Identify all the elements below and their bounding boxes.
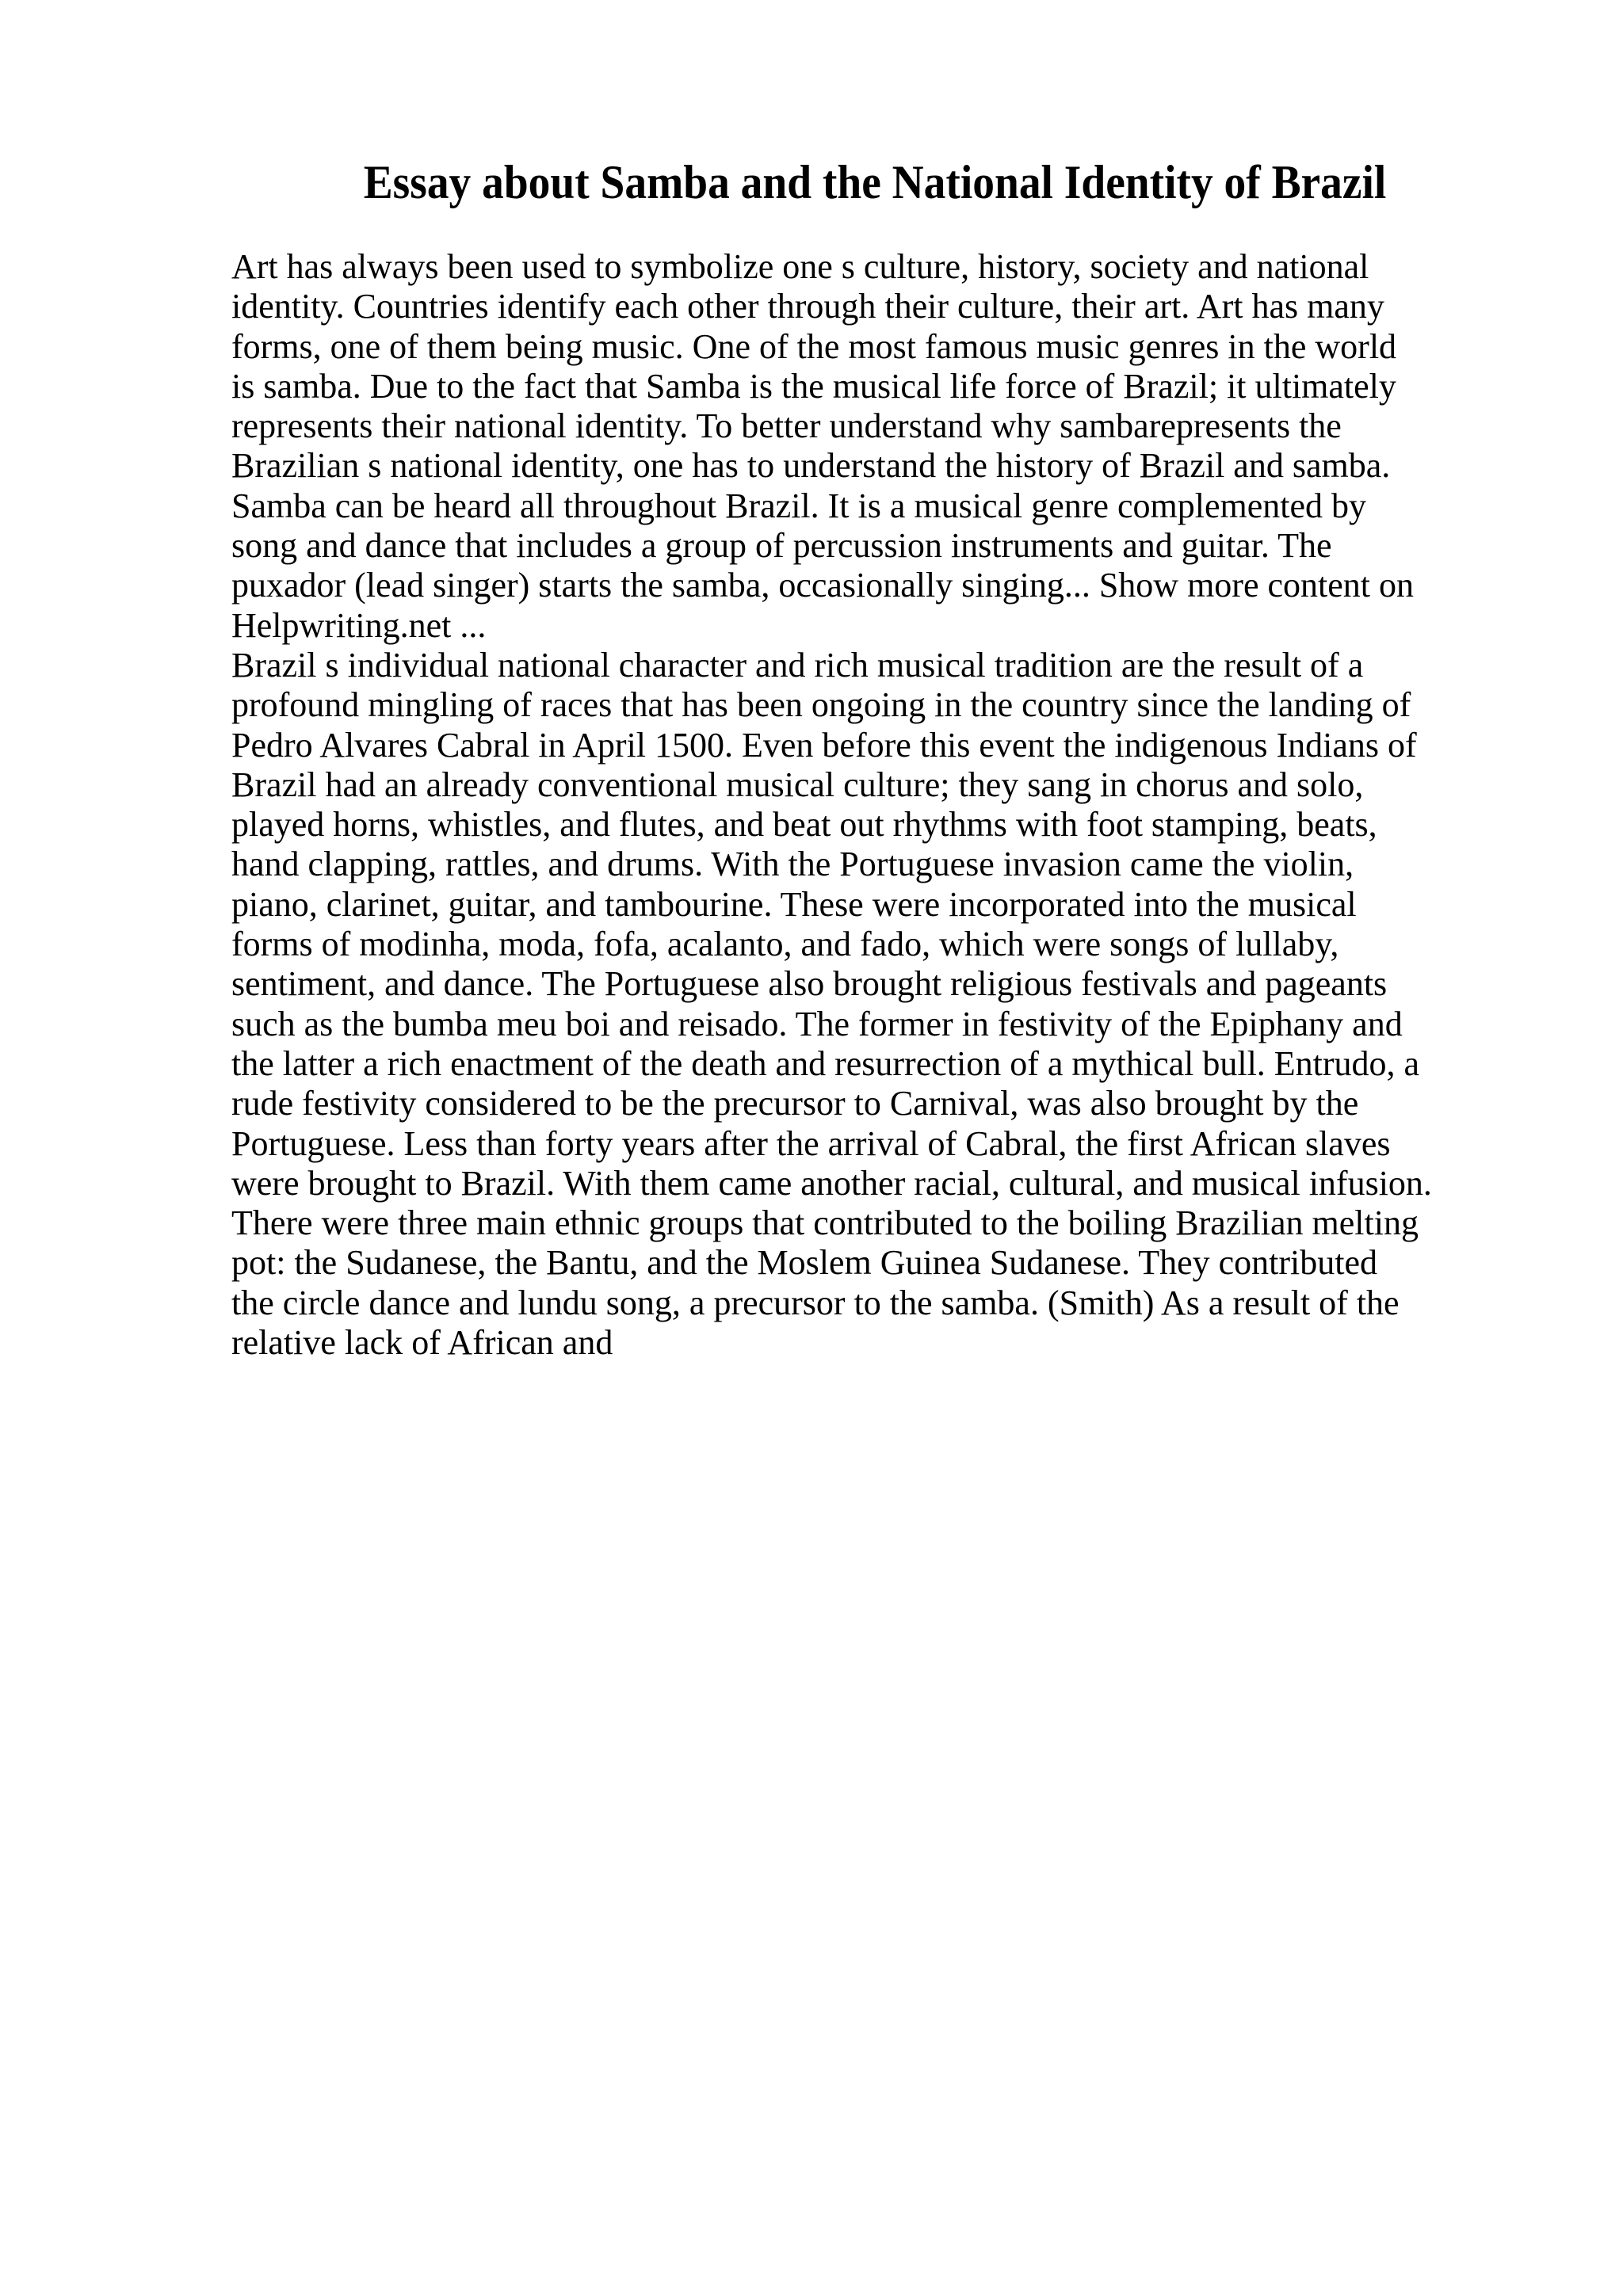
text-line: represents their national identity. To better understand why sambarepresents the	[231, 406, 1342, 446]
text-line: Art has always been used to symbolize one s culture, history, society and national	[231, 247, 1369, 286]
text-line: Brazil had an already conventional musical culture; they sang in chorus and solo,	[231, 765, 1364, 804]
text-line: the latter a rich enactment of the death and resurrection of a mythical bull. Entrudo, a	[231, 1043, 1420, 1083]
text-line: hand clapping, rattles, and drums. With the Portuguese invasion came the violin,	[231, 845, 1354, 884]
text-line: There were three main ethnic groups that contributed to the boiling Brazilian melting	[231, 1203, 1419, 1243]
text-line: played horns, whistles, and flutes, and beat out rhythms with foot stamping, beats,	[231, 805, 1377, 845]
text-line: Samba can be heard all throughout Brazil. It is a musical genre complemented by	[231, 486, 1366, 525]
text-line: Portuguese. Less than forty years after the arrival of Cabral, the first African slaves	[231, 1123, 1391, 1163]
text-line: Helpwriting.net ...	[231, 605, 487, 645]
text-line: forms, one of them being music. One of the most famous music genres in the world	[231, 326, 1397, 366]
text-line: such as the bumba meu boi and reisado. The former in festivity of the Epiphany and	[231, 1004, 1403, 1043]
text-line: pot: the Sudanese, the Bantu, and the Moslem Guinea Sudanese. They contributed	[231, 1243, 1377, 1283]
text-line: profound mingling of races that has been ongoing in the country since the landing of	[231, 685, 1411, 725]
text-line: sentiment, and dance. The Portuguese also brought religious festivals and pageants	[231, 964, 1388, 1004]
text-line: rude festivity considered to be the precursor to Carnival, was also brought by the	[231, 1084, 1359, 1123]
text-line: Brazil s individual national character and rich musical tradition are the result of a	[231, 645, 1364, 685]
text-line: song and dance that includes a group of percussion instruments and guitar. The	[231, 526, 1332, 566]
text-line: forms of modinha, moda, fofa, acalanto, and fado, which were songs of lullaby,	[231, 925, 1339, 964]
text-line: puxador (lead singer) starts the samba, occasionally singing... Show more content on	[231, 566, 1414, 605]
essay-body	[231, 247, 1594, 1363]
text-line: Pedro Alvares Cabral in April 1500. Even before this event the indigenous Indians of	[231, 725, 1417, 765]
text-line: relative lack of African and	[231, 1323, 613, 1363]
text-line: the circle dance and lundu song, a precursor to the samba. (Smith) As a result of the	[231, 1283, 1400, 1322]
text-line: Brazilian s national identity, one has to understand the history of Brazil and samba.	[231, 446, 1391, 486]
text-line: is samba. Due to the fact that Samba is the musical life force of Brazil; it ultimately	[231, 366, 1396, 406]
text-line: identity. Countries identify each other through their culture, their art. Art has many	[231, 287, 1384, 326]
text-line: piano, clarinet, guitar, and tambourine. These were incorporated into the musical	[231, 884, 1357, 924]
text-line: were brought to Brazil. With them came another racial, cultural, and musical infusion.	[231, 1163, 1432, 1203]
document-title: Essay about Samba and the National Identity of Brazil	[363, 156, 1387, 208]
